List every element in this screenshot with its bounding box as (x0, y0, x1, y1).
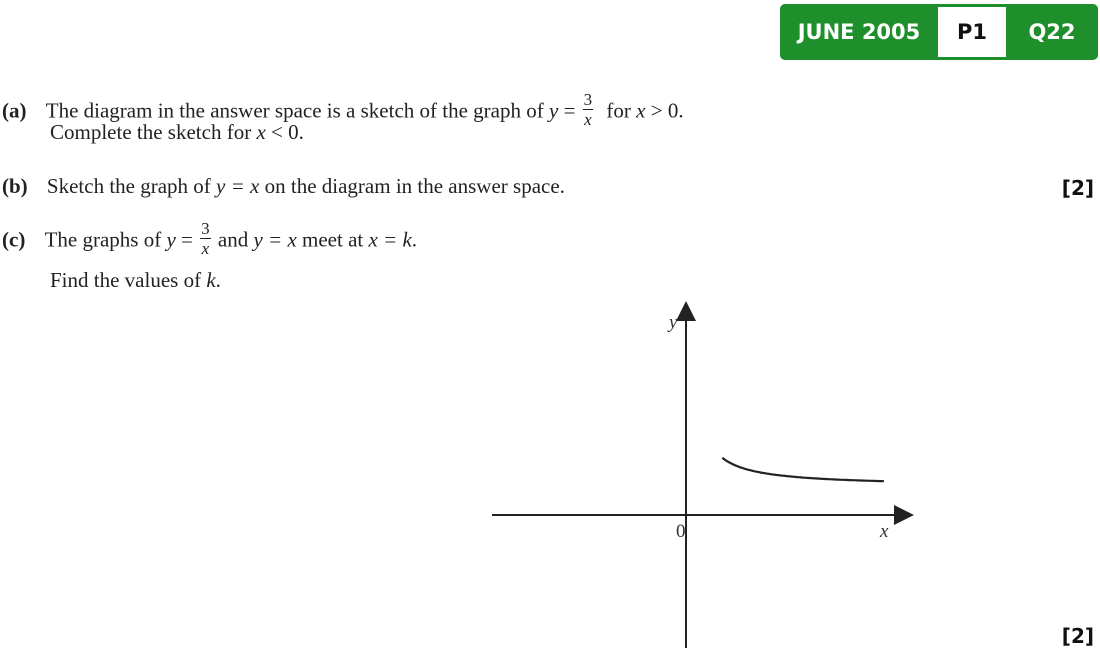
origin-label: 0 (676, 521, 686, 542)
part-b-eq: y = x (216, 174, 260, 198)
curve-y-3-over-x (722, 458, 884, 481)
part-a-text: The diagram in the answer space is a sketch of the graph of (45, 98, 549, 123)
part-c-eq2: y = x (253, 227, 297, 252)
part-c-eq3: x = k (368, 227, 412, 252)
part-c-frac-den: x (201, 239, 210, 258)
part-a-line2-var: x (256, 120, 266, 144)
part-a-eq-lhs: y (548, 98, 559, 123)
part-c-line2-var: k (206, 268, 216, 292)
part-c-label: (c) (2, 227, 26, 252)
exam-date-label: JUNE 2005 (797, 20, 921, 44)
part-a-for: for (606, 98, 637, 123)
y-axis-label: y (669, 312, 678, 333)
part-b-text: Sketch the graph of (46, 174, 217, 198)
part-a-line2-rel: < 0. (265, 120, 304, 144)
question-number-label: Q22 (1028, 20, 1076, 44)
part-a-line2-text: Complete the sketch for (50, 120, 257, 144)
part-a-cond-var: x (636, 98, 646, 123)
part-c-text: The graphs of (44, 227, 167, 252)
part-a-frac-num: 3 (583, 90, 593, 109)
part-a-label: (a) (2, 98, 27, 123)
part-c-line2-end: . (215, 268, 221, 292)
part-b-label: (b) (2, 174, 28, 198)
part-c-meet: meet at (296, 227, 369, 252)
part-c-frac-num: 3 (201, 219, 210, 238)
part-a-frac-den: x (584, 110, 592, 129)
part-a-cond-rel: > 0. (645, 98, 684, 123)
part-c-and: and (212, 227, 254, 252)
part-c-line2-text: Find the values of (50, 268, 207, 292)
part-a-eq-sign: = (558, 98, 581, 123)
part-c-eq-lhs: y (166, 227, 176, 252)
paper-label: P1 (938, 7, 1006, 57)
part-c-end: . (411, 227, 418, 252)
x-axis-label: x (880, 521, 889, 542)
part-c-eq-sign: = (175, 227, 199, 252)
part-b-text-after: on the diagram in the answer space. (259, 174, 565, 198)
part-b-marks: [2] (1061, 176, 1094, 200)
part-c-marks: [2] (1061, 624, 1094, 648)
